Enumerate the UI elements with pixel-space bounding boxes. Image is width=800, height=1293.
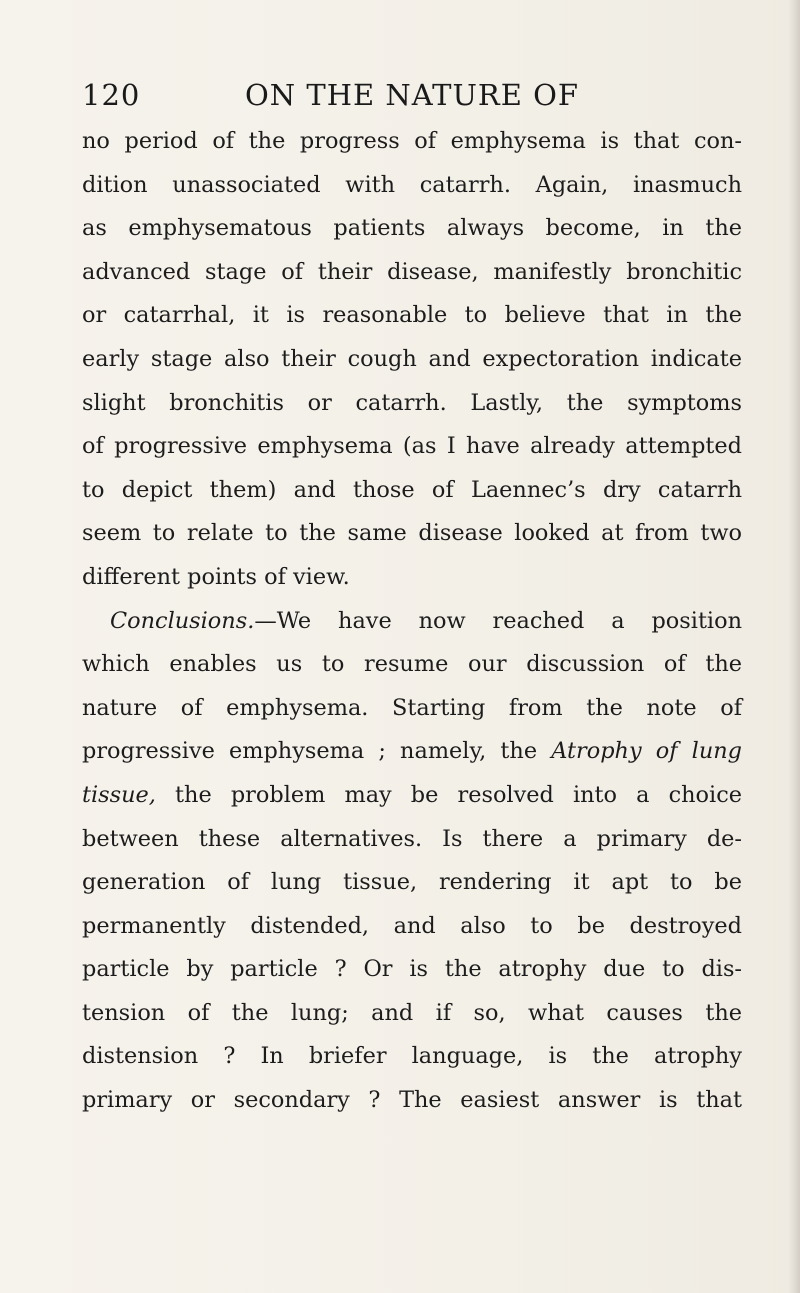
text-line: seem to relate to the same disease looked at from two [82,520,742,547]
running-head [82,78,742,122]
text-line: of progressive emphysema (as I have already attempted [82,433,742,460]
text-line: permanently distended, and also to be destroyed [82,912,742,939]
body-text [82,120,742,1123]
text-line: tension of the lung; and if so, what causes the [82,999,742,1026]
text-line: different points of view. [82,563,350,590]
text-line: no period of the progress of emphysema is that con- [82,128,742,154]
text-line: between these alternatives. Is there a primary de- [82,825,742,852]
text-line [82,730,742,774]
text-line: or catarrhal, it is reasonable to believe that in the [82,302,742,329]
paragraph-conclusions-line [82,600,742,644]
running-title: ON THE NATURE OF [244,78,580,112]
text-line: slight bronchitis or catarrh. Lastly, the symptoms [82,389,742,416]
text-line: to depict them) and those of Laennec’s dry catarrh [82,476,742,503]
text-span: —We have now reached a position [254,607,742,634]
italic-phrase: Atrophy of lung [551,738,742,765]
text-line: distension ? In briefer language, is the atrophy [82,1043,742,1070]
text-line: early stage also their cough and expectoration indicate [82,345,742,372]
text-span: the problem may be resolved into a choice [155,781,742,808]
text-line: as emphysematous patients always become, in the [82,215,742,242]
text-line: which enables us to resume our discussion of the [82,651,742,678]
text-line: advanced stage of their disease, manifestly bronchitic [82,258,742,285]
text-line: generation of lung tissue, rendering it apt to be [82,869,742,896]
text-line: primary or secondary ? The easiest answer is that [82,1087,742,1114]
text-span: progressive emphysema ; namely, the [82,738,538,765]
text-line [82,774,742,818]
page-edge-shadow [788,0,800,1293]
text-line: dition unassociated with catarrh. Again, inasmuch [82,171,742,198]
page-number: 120 [82,78,141,112]
italic-phrase: tissue, [82,781,156,808]
text-line: particle by particle ? Or is the atrophy due to dis- [82,956,742,983]
text-line: nature of emphysema. Starting from the note of [82,694,742,721]
section-heading-conclusions: Conclusions. [110,607,255,634]
